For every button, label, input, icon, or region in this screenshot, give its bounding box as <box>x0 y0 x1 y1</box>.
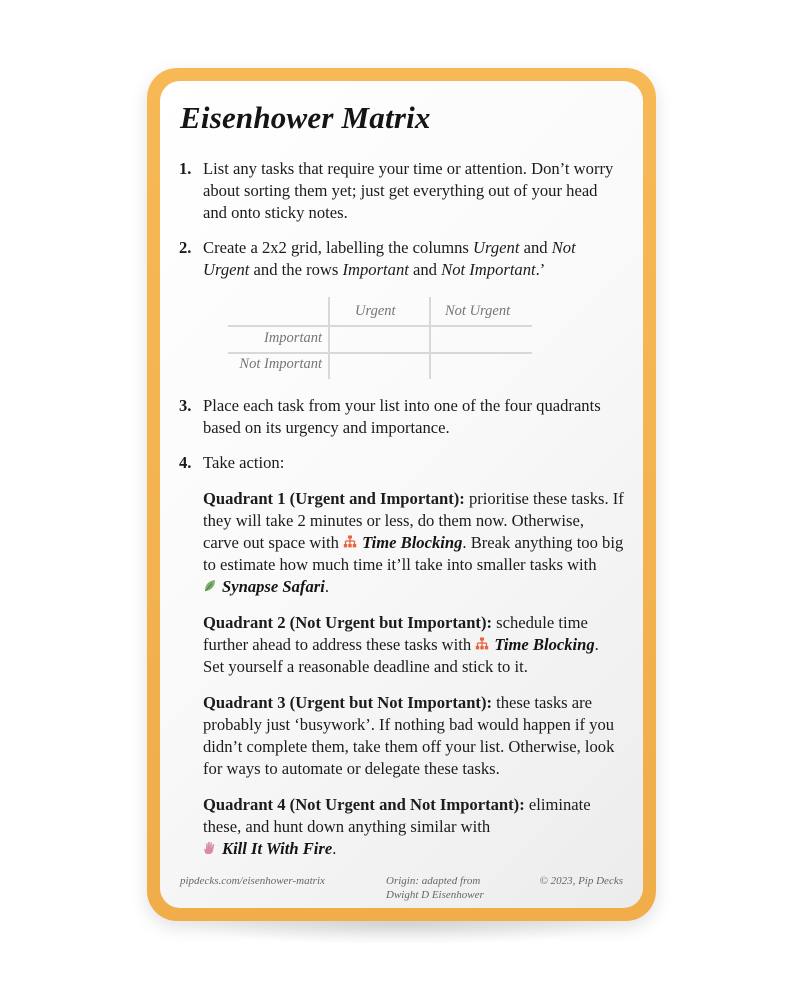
quadrant-4 <box>203 794 624 860</box>
step-emphasis: Important <box>342 260 409 279</box>
steps-list <box>179 158 624 873</box>
step-2 <box>179 237 624 281</box>
quadrant-2 <box>203 612 624 678</box>
eisenhower-grid <box>228 297 532 379</box>
hierarchy-icon <box>343 535 357 549</box>
hierarchy-icon <box>475 637 489 651</box>
step-3 <box>179 395 624 439</box>
grid-line <box>228 352 532 354</box>
quadrant-text: eliminate these, and hunt down anything similar with <box>203 795 591 836</box>
step-emphasis: Not Important <box>441 260 536 279</box>
footer-origin-line1: Origin: adapted from <box>386 875 481 887</box>
tool-link-time-blocking[interactable]: Time Blocking <box>343 533 462 552</box>
step-text: List any tasks that require your time or attention. Don’t worry about sorting them yet; just get everything out of your head and onto sticky notes. <box>203 159 614 222</box>
grid-line <box>228 325 532 327</box>
step-text: and <box>408 260 442 279</box>
quadrant-text: . Set yourself a reasonable deadline and stick to it. <box>203 635 599 676</box>
grid-line <box>328 297 330 379</box>
quadrant-text: prioritise these tasks. If they will take 2 minutes or less, do them now. Otherwise, carve out space with <box>203 489 624 552</box>
quadrant-text: . <box>332 839 337 858</box>
quadrant-text: . <box>324 577 329 596</box>
quadrant-heading: Quadrant 2 (Not Urgent but Important): <box>203 613 492 632</box>
grid-row-label: Important <box>264 330 322 346</box>
step-text: Create a 2x2 grid, labelling the columns <box>203 238 474 257</box>
step-number: 1. <box>179 159 192 178</box>
quadrant-1 <box>203 488 624 598</box>
tool-link-kill-it-with-fire[interactable]: Kill It With Fire <box>203 839 332 858</box>
step-text: .’ <box>535 260 546 279</box>
tool-link-synapse-safari[interactable]: Synapse Safari <box>203 577 325 596</box>
quadrant-text: . Break anything too big to estimate how much time it’ll take into smaller tasks with <box>203 533 624 574</box>
step-emphasis: Not Urgent <box>203 238 576 279</box>
leaf-icon <box>203 579 217 593</box>
grid-column-label: Urgent <box>355 303 396 319</box>
step-number: 3. <box>179 396 192 415</box>
footer-origin <box>386 874 484 902</box>
grid-column-label: Not Urgent <box>445 303 511 319</box>
step-1 <box>179 158 624 224</box>
grid-row-label: Not Important <box>239 356 322 372</box>
step-text: Place each task from your list into one of the four quadrants based on its urgency and importance. <box>203 396 601 437</box>
footer-origin-line2: Dwight D Eisenhower <box>386 889 484 901</box>
step-4 <box>179 452 624 860</box>
step-text: and <box>519 238 552 257</box>
quadrant-heading: Quadrant 1 (Urgent and Important): <box>203 489 465 508</box>
quadrant-text: these tasks are probably just ‘busywork’. If nothing bad would happen if you didn’t complete them, take them off your list. Otherwise, look for ways to automate or delegate these tasks. <box>203 693 615 778</box>
step-emphasis: Urgent <box>473 238 520 257</box>
quadrant-heading: Quadrant 4 (Not Urgent and Not Important): <box>203 795 525 814</box>
quadrant-3 <box>203 692 624 780</box>
tool-link-time-blocking[interactable]: Time Blocking <box>475 635 594 654</box>
quadrant-text: schedule time further ahead to address these tasks with <box>203 613 588 654</box>
method-card <box>147 68 656 921</box>
card-face <box>160 81 643 908</box>
footer-copyright: © 2023, Pip Decks <box>539 875 623 887</box>
quadrant-heading: Quadrant 3 (Urgent but Not Important): <box>203 693 492 712</box>
footer-url[interactable]: pipdecks.com/eisenhower-matrix <box>180 875 325 887</box>
step-number: 4. <box>179 453 192 472</box>
card-title: Eisenhower Matrix <box>180 100 431 135</box>
step-text: Take action: <box>203 453 285 472</box>
hand-icon <box>203 841 217 855</box>
grid-line <box>429 297 431 379</box>
step-number: 2. <box>179 238 192 257</box>
step-text: and the rows <box>249 260 343 279</box>
